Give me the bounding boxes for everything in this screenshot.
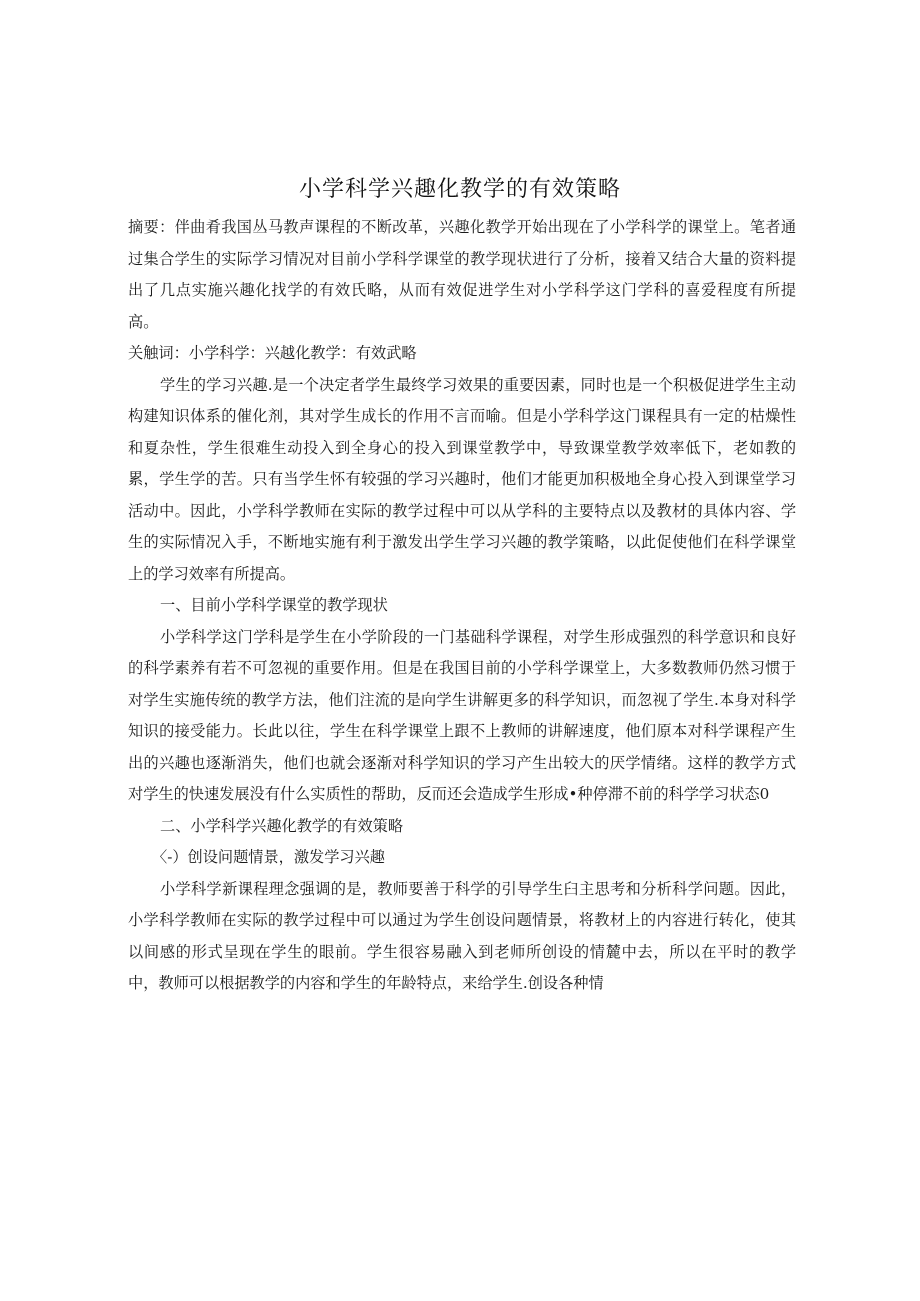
abstract-paragraph: 摘要：伴曲肴我国丛马教声课程的不断改革，兴趣化教学开始出现在了小学科学的课堂上。笔者通过集合学生的实际学习情况对目前小学科学课堂的教学现状进行了分析，接着又结合大量的资料提出了几点实施兴趣化找学的有效氏略，从而有效促进学生对小学科学这门学科的喜爱程度有所提高。 — [128, 218, 796, 331]
section-2-heading: 二、小学科学兴趣化教学的有效策略 — [160, 816, 403, 835]
section-1-paragraph: 小学科学这门学科是学生在小学阶段的一门基础科学课程，对学生形成强烈的科学意识和良好的科学素养有若不可忽视的重要作用。但是在我国目前的小学科学课堂上，大多数教师仍然习惯于对学生实施传统的教学方法，他们注流的是向学生讲解更多的科学知识，而忽视了学生.本身对科学知识的接受能力。长此以往，学生在科学课堂上跟不上教师的讲解速度，他们原本对科学课程产生出的兴趣也逐渐消失，他们也就会逐渐对科学知识的学习产生出较大的厌学情绪。这样的教学方式对学生的快速发展没有什么实质性的帮助，反而还会造成学生形成•种停滞不前的科学学习状态0 — [128, 627, 796, 803]
section-2-sub-1-paragraph: 小学科学新课程理念强调的是，教师要善于科学的引导学生臼主思考和分析科学问题。因此，小学科学教师在实际的教学过程中可以通过为学生创设问题情景，将教材上的内容进行转化，使其以间感的形式呈现在学生的眼前。学生很容易融入到老师所创设的情麓中去，所以在平时的教学中，教师可以根据教学的内容和学生的年龄特点，来给学生.创设各种情 — [128, 879, 796, 992]
document-title: 小学科学兴趣化教学的有效策略 — [298, 177, 621, 202]
keywords-line: 关触词：小学科学：兴越化教学：有效武略 — [128, 344, 417, 362]
section-2-subheading-1: 〈-）创设问题情景，激发学习兴趣 — [152, 848, 385, 866]
section-1-heading: 一、目前小学科学课堂的教学现状 — [160, 596, 388, 614]
document-body — [128, 212, 796, 1000]
intro-paragraph: 学生的学习兴趣.是一个决定者学生最终学习效果的重要因素，同时也是一个积极促进学生主动构建知识体系的催化剂，其对学生成长的作用不言而喻。但是小学科学这门课程具有一定的枯燥性和夏杂性，学生很难生动投入到全身心的投入到课堂教学中，导致课堂教学效率低下，老如教的累，学生学的苦。只有当学生怀有较强的学习兴趣时，他们才能更加积极地全身心投入到课堂学习活动中。因此，小学科学教师在实际的教学过程中可以从学科的主要特点以及教材的具体内容、学生的实际情况入手，不断地实施有利于激发出学生学习兴趣的教学策略，以此促使他们在科学课堂上的学习效率有所提高。 — [128, 375, 796, 583]
